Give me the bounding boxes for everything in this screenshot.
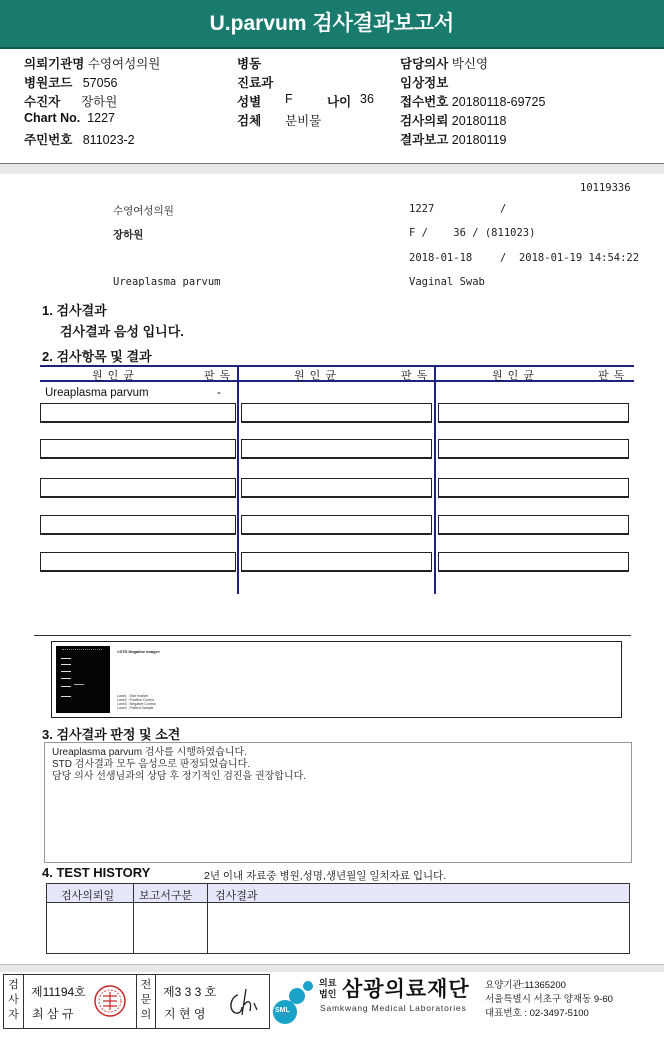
patient-value: 장하원 [81,95,118,109]
col3-pathogen: 원 인 균 [492,370,535,382]
specimen-slash: / [500,203,507,215]
inspector-label-char-2: 사 [8,994,19,1006]
specialist-label-char-1: 전 [140,979,152,991]
col1-judgement: 판 독 [204,370,232,382]
opinion-line-3: 담당 의사 선생님과의 상담 후 정기적인 검진을 권장합니다. [52,771,307,782]
result-entry-box [40,478,236,498]
first-item-value: - [217,387,221,399]
history-col-report-type: 보고서구분 [139,890,193,902]
result-entry-box [241,439,432,459]
dept-label: 진료과 [237,76,274,90]
hospital-code-label: 병원코드 [24,76,73,90]
chart-no-value: 1227 [87,111,116,125]
section1-result: 검사결과 음성 입니다. [60,324,184,339]
gel-band-4 [61,678,71,679]
org-name: 삼광의료재단 [342,978,470,1001]
result-entry-box [438,515,629,535]
result-entry-box [438,478,629,498]
sex-value: F [285,92,293,106]
opinion-line-2: STD 검사결과 모두 음성으로 판정되었습니다. [52,759,251,770]
gel-band-6 [61,696,71,697]
report-title: U.parvum 검사결과보고서 [0,0,664,49]
org-contact [485,979,613,1021]
org-prefix-bottom: 법인 [319,989,337,999]
result-entry-box [241,478,432,498]
section4-title: 4. TEST HISTORY [42,865,151,880]
footer-band [0,964,664,972]
history-header-row [47,884,629,903]
specimen-received: 2018-01-18 [409,252,473,264]
section2-title: 2. 검사항목 및 결과 [42,349,152,364]
org-code: 요양기관:11365200 [485,980,566,991]
patient-label: 수진자 [24,95,61,109]
specimen-type: Vaginal Swab [409,276,485,288]
org-address: 서울특별시 서초구 양재동 9-60 [485,994,613,1005]
opinion-box [44,742,632,863]
gel-band-5 [61,686,71,687]
result-entry-box [438,403,629,423]
specimen-chart: 1227 [409,203,435,215]
gel-wells [62,649,102,651]
request-date-label: 검사의뢰 [400,114,449,128]
specimen-sex-age: F / 36 / (811023) [409,227,536,239]
gel-legend-2: Lane2 : Positive Control [117,698,155,702]
specialist-label-char-2: 문 [140,994,152,1006]
org-prefix-top: 의료 [319,978,337,988]
inspector-label-char-1: 검 [8,979,19,991]
inspector-label-char-3: 자 [8,1009,19,1021]
specimen-test-name: Ureaplasma parvum [113,276,221,288]
inspector-seal [93,984,127,1018]
specimen-label: 검체 [237,114,262,128]
specimen-code: 10119336 [580,182,631,194]
col3-judgement: 판 독 [598,370,626,382]
gel-caption: <STD Negative Image> [117,649,161,654]
gel-legend-4: Lane4 : Patient Sample [117,706,154,710]
receipt-no-label: 접수번호 [400,95,449,109]
resident-no-value: 811023-2 [82,133,135,147]
gel-image [56,646,110,713]
specialist-number: 제3 3 3 호 [163,985,217,999]
result-entry-box [40,515,236,535]
sex-label: 성별 [237,95,262,109]
col2-judgement: 판 독 [401,370,429,382]
result-entry-box [40,439,236,459]
history-col-request-date: 검사의뢰일 [61,890,115,902]
col1-pathogen: 원 인 균 [92,370,135,382]
section1-title: 1. 검사결과 [42,303,107,318]
gel-legend [117,694,156,710]
sml-logo [271,976,321,1026]
result-entry-box [241,515,432,535]
gel-band-2 [61,664,71,665]
clinic-value: 수영여성의원 [87,57,161,71]
opinion-line-1: Ureaplasma parvum 검사를 시행하였습니다. [52,747,247,758]
result-entry-box [438,439,629,459]
specimen-patient: 장하원 [113,229,144,241]
header-band [0,164,664,174]
org-phone: 대표번호 : 02-3497-5100 [485,1008,589,1019]
specialist-name: 지 현 영 [164,1007,206,1021]
doctor-value: 박신영 [451,57,489,71]
section3-title: 3. 검사결과 판정 및 소견 [42,727,181,742]
org-prefix [319,978,336,1000]
result-entry-box [241,403,432,423]
ward-label: 병동 [237,57,262,71]
signature-box [3,974,270,1029]
report-date-label: 결과보고 [400,133,449,147]
inspector-number: 제11194호 [31,985,86,999]
gel-band-1 [61,658,71,659]
result-entry-box [438,552,629,572]
history-col-result: 검사결과 [215,890,258,902]
header-col1 [24,54,234,149]
resident-no-label: 주민번호 [24,133,73,147]
org-english: Samkwang Medical Laboratories [320,1003,467,1013]
history-note: 2년 이내 자료중 병원,성명,생년월일 일치자료 입니다. [204,870,447,882]
col2-pathogen: 원 인 균 [294,370,337,382]
clinical-info-label: 임상정보 [400,76,449,90]
gel-band-3 [61,671,71,672]
result-entry-box [40,403,236,423]
specimen-clinic: 수영여성의원 [113,205,174,217]
inspector-name: 최 삼 규 [32,1007,74,1021]
specimen-reported: / 2018-01-19 14:54:22 [500,252,640,264]
gel-divider [34,635,631,636]
gel-frame [51,641,622,718]
history-col-divider-1 [133,884,134,953]
gel-band-positive [74,684,84,685]
report-date-value: 20180119 [451,133,507,147]
request-date-value: 20180118 [451,114,507,128]
sml-logo-text: SML [275,1007,290,1014]
first-item-name: Ureaplasma parvum [45,387,149,399]
gel-legend-3: Lane3 : Negative Control [117,702,156,706]
chart-no-label: Chart No. [24,111,81,125]
result-table-divider-2 [434,365,436,594]
age-label: 나이 [327,95,352,109]
result-entry-box [241,552,432,572]
result-entry-box [40,552,236,572]
specialist-signature [224,983,264,1021]
history-col-divider-2 [207,884,208,953]
specialist-label-char-3: 의 [140,1009,152,1021]
inspector-label [4,975,24,1028]
receipt-no-value: 20180118-69725 [451,95,546,109]
age-value: 36 [360,92,374,106]
doctor-label: 담당의사 [400,57,449,71]
result-table-divider-1 [237,365,239,594]
header-col3 [400,54,650,149]
specialist-label [136,975,156,1028]
specimen-value: 분비물 [285,114,322,128]
hospital-code-value: 57056 [82,76,118,90]
gel-legend-1: Lane1 : Size marker [117,694,149,698]
header-col2 [237,54,387,130]
clinic-label: 의뢰기관명 [24,57,85,71]
history-table [46,883,630,954]
